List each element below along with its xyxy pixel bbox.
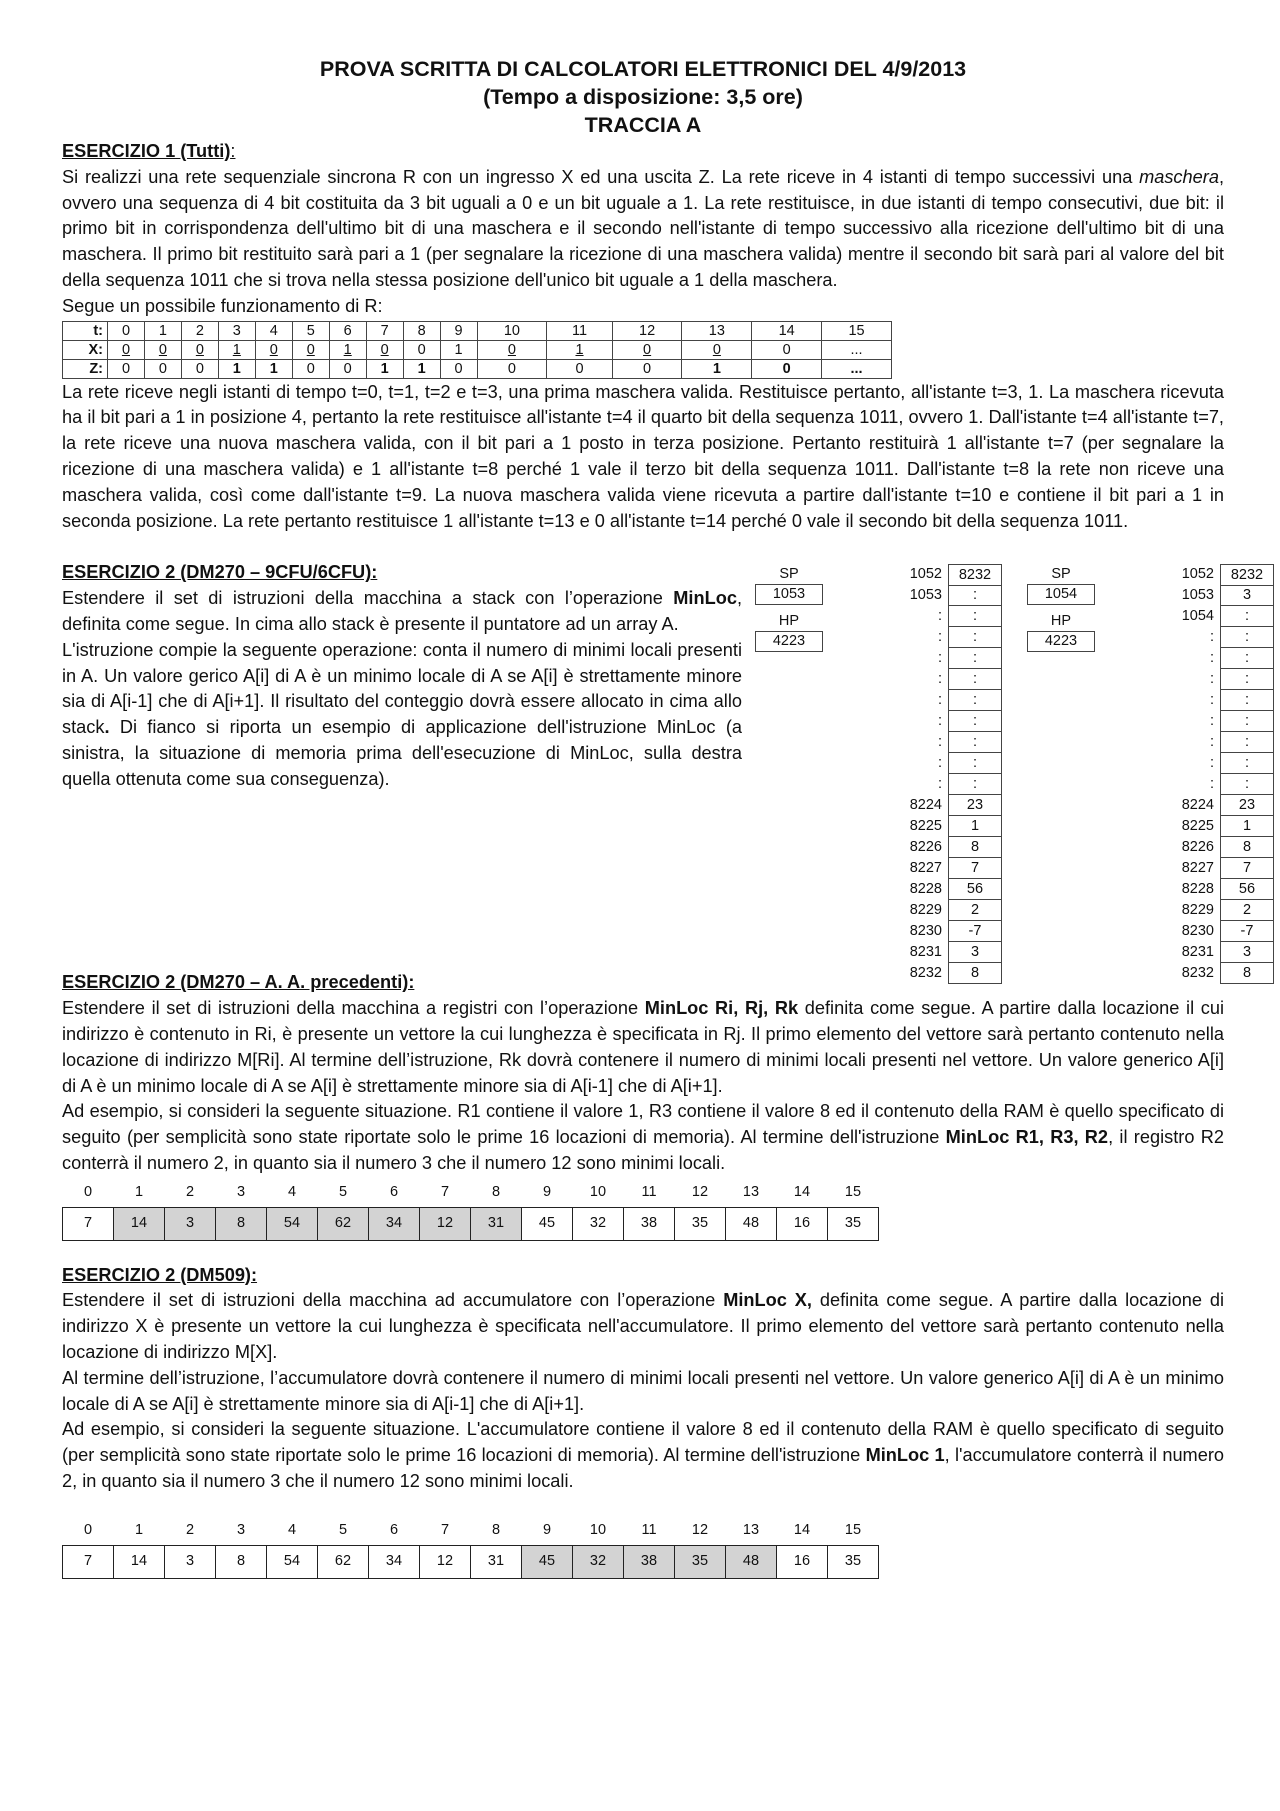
ram-cell: 3	[165, 1207, 216, 1240]
memory-cell: 8232	[1220, 564, 1274, 586]
ex1-timing-table	[62, 321, 892, 379]
memory-cell: 8232	[948, 564, 1002, 586]
memory-address: 8231	[1181, 944, 1214, 961]
ex2-accumulator-paragraph-2: Al termine dell’istruzione, l’accumulatore dovrà contenere il numero di minimi locali presenti nel vettore. Un valore generico A[i] di A è un minimo locale di A se A[i] è strettamente minore sia di A[i-1] che di A[i+1].	[62, 1367, 1224, 1414]
ram-index: 2	[185, 1521, 195, 1538]
memory-address: 8225	[1181, 818, 1214, 835]
memory-cell: :	[948, 753, 1002, 774]
ex2-accumulator-paragraph-1: Estendere il set di istruzioni della macchina ad accumulatore con l’operazione MinLoc X, definita come segue. A partire dalla locazione di indirizzo X è presente un vettore la cui lunghezza è specificata nell'accumulatore. Il primo elemento del vettore sarà pertanto contenuto nella locazione di indirizzo M[X].	[62, 1290, 1224, 1362]
timing-row-z: Z: 0 0 0 1 1 0 0 1 1 0 0 0 0 1 0 ...	[63, 359, 892, 378]
memory-cell: 3	[1220, 942, 1274, 963]
memory-address: :	[937, 713, 942, 730]
memory-address: 8231	[909, 944, 942, 961]
memory-address: :	[937, 692, 942, 709]
ex1-paragraph-2: Segue un possibile funzionamento di R:	[62, 295, 383, 316]
ex2-stack-paragraph-1: Estendere il set di istruzioni della macchina a stack con l’operazione MinLoc, definita come segue. In cima allo stack è presente il puntatore ad un array A.	[62, 588, 742, 634]
ram-index: 4	[287, 1183, 297, 1200]
memory-address: 1053	[1181, 587, 1214, 604]
ram-cell: 32	[573, 1545, 624, 1578]
ram-cell: 35	[675, 1207, 726, 1240]
memory-address: 8232	[1181, 965, 1214, 982]
ex2-stack-section	[62, 560, 1264, 982]
memory-cell: :	[948, 606, 1002, 627]
ex1-paragraph-3: La rete riceve negli istanti di tempo t=0, t=1, t=2 e t=3, una prima maschera valida. Restituisce pertanto, all'istante t=3, 1. La maschera ricevuta ha il bit pari a 1 in posizione 4, pertanto la rete restituisce all'istante t=4 il quarto bit della sequenza 1011, ovvero 1. Dall'istante t=4 all'istante t=7, la rete riceve una nuova maschera valida, con il bit pari a 1 posto in terza posizione. Pertanto restituirà 1 all'istante t=7 (per segnalare la ricezione di una maschera valida) e 1 all'istante t=8 perché 1 vale il terzo bit della sequenza 1011. Dall'istante t=8 la rete non riceve una maschera valida, così come dall'istante t=9. La nuova maschera valida viene ricevuta a partire dall'istante t=10 e contiene il bit pari a 1 in seconda posizione. La rete pertanto restituisce 1 all'istante t=13 e 0 all'istante t=14 perché 0 vale il secondo bit della sequenza 1011.	[62, 381, 1224, 531]
ram-cell: 48	[726, 1545, 777, 1578]
memory-cell: :	[1220, 627, 1274, 648]
ex2-register-heading: ESERCIZIO 2 (DM270 – A. A. precedenti):	[62, 972, 415, 993]
memory-cell: 56	[948, 879, 1002, 900]
ram-cell: 7	[63, 1545, 114, 1578]
memory-cell: 3	[1220, 585, 1274, 606]
ex1-paragraph-1: Si realizzi una rete sequenziale sincrona R con un ingresso X ed una uscita Z. La rete riceve in 4 istanti di tempo successivi una maschera, ovvero una sequenza di 4 bit costituita da 3 bit uguali a 0 e un bit uguale a 1. La rete restituisce, in due istanti di tempo consecutivi, due bit: il primo bit in corrispondenza dell'ultimo bit di una maschera e il secondo nell'istante di tempo successivo alla ricezione dell'ultimo bit di una maschera. Il primo bit restituito sarà pari a 1 (per segnalare la ricezione di una maschera valida) mentre il secondo bit sarà pari al valore del bit della sequenza 1011 che si trova nella stessa posizione dell'unico bit uguale a 1 della maschera.	[62, 166, 1224, 290]
hp-register-after: 4223	[1027, 631, 1095, 652]
memory-address: :	[1209, 692, 1214, 709]
memory-cell: 3	[948, 942, 1002, 963]
memory-address: 8224	[1181, 797, 1214, 814]
memory-cell: 1	[1220, 816, 1274, 837]
ram-cell: 38	[624, 1207, 675, 1240]
ram-cell: 45	[522, 1207, 573, 1240]
ram-index: 9	[542, 1183, 552, 1200]
ex2-accumulator-paragraph-3: Ad esempio, si consideri la seguente situazione. L'accumulatore contiene il valore 8 ed il contenuto della RAM è quello specificato di seguito (per semplicità sono state riportate solo le prime 16 locazioni di memoria). Al termine dell'istruzione MinLoc 1, l'accumulatore conterrà il numero 2, in quanto sia il numero 3 che il numero 12 sono minimi locali.	[62, 1419, 1224, 1491]
memory-cell: 7	[1220, 858, 1274, 879]
ram-index: 12	[691, 1183, 709, 1200]
ram-cell: 62	[318, 1545, 369, 1578]
ram-index: 7	[440, 1183, 450, 1200]
ram-cell: 7	[63, 1207, 114, 1240]
memory-cell: 8	[1220, 837, 1274, 858]
memory-cell: -7	[948, 921, 1002, 942]
ram-index: 14	[793, 1183, 811, 1200]
memory-cell: 8	[948, 837, 1002, 858]
memory-address: :	[1209, 629, 1214, 646]
memory-address: 8227	[909, 860, 942, 877]
ram-index: 3	[236, 1521, 246, 1538]
ram-index: 11	[641, 1521, 657, 1538]
memory-address: :	[937, 671, 942, 688]
ram-index: 10	[589, 1521, 607, 1538]
memory-cell: -7	[1220, 921, 1274, 942]
memory-cell: 2	[948, 900, 1002, 921]
timing-row-t: t: 0 1 2 3 4 5 6 7 8 9 10 11 12 13 14 15	[63, 321, 892, 340]
ram-cell: 34	[369, 1207, 420, 1240]
ram-table-register	[62, 1179, 879, 1241]
memory-cell: :	[1220, 732, 1274, 753]
ram-cell: 34	[369, 1545, 420, 1578]
memory-address: 1052	[1181, 566, 1214, 583]
ram-index: 12	[691, 1521, 709, 1538]
memory-address: :	[1209, 776, 1214, 793]
memory-cell: :	[948, 669, 1002, 690]
exam-title: PROVA SCRITTA DI CALCOLATORI ELETTRONICI DEL 4/9/2013	[319, 57, 967, 81]
ram-cell: 31	[471, 1545, 522, 1578]
ram-value-row	[63, 1545, 879, 1578]
memory-address: :	[1209, 734, 1214, 751]
ram-index: 8	[491, 1521, 501, 1538]
memory-address: :	[937, 734, 942, 751]
ram-index: 11	[641, 1183, 657, 1200]
memory-address: 8229	[909, 902, 942, 919]
ex2-accumulator-heading: ESERCIZIO 2 (DM509):	[62, 1264, 258, 1285]
exam-page	[62, 55, 1264, 1579]
memory-address: 8225	[909, 818, 942, 835]
memory-cell: :	[1220, 648, 1274, 669]
ram-cell: 12	[420, 1545, 471, 1578]
memory-address: 1054	[1181, 608, 1214, 625]
sp-register-after: 1054	[1027, 584, 1095, 605]
ram-index: 9	[542, 1521, 552, 1538]
memory-cell: :	[1220, 774, 1274, 795]
memory-cell: :	[948, 732, 1002, 753]
ram-index: 2	[185, 1183, 195, 1200]
ram-index: 6	[389, 1521, 399, 1538]
memory-address: :	[937, 755, 942, 772]
memory-address: :	[937, 608, 942, 625]
ex2-register-paragraph-1: Estendere il set di istruzioni della macchina a registri con l’operazione MinLoc Ri, Rj, Rk definita come segue. A partire dalla locazione il cui indirizzo è contenuto in Ri, è presente un vettore la cui lunghezza è specificata in Rj. Il primo elemento del vettore sarà pertanto contenuto nella locazione di indirizzo M[Ri]. Al termine dell’istruzione, Rk dovrà contenere il numero di minimi locali presenti nel vettore. Un valore generico A[i] di A è un minimo locale di A se A[i] è strettamente minore sia di A[i-1] che di A[i+1].	[62, 998, 1225, 1096]
memory-cell: 7	[948, 858, 1002, 879]
ram-index: 0	[83, 1521, 93, 1538]
ex2-stack-heading: ESERCIZIO 2 (DM270 – 9CFU/6CFU):	[62, 562, 378, 583]
memory-address: 8228	[909, 881, 942, 898]
ram-cell: 12	[420, 1207, 471, 1240]
memory-address: :	[1209, 713, 1214, 730]
memory-cell: :	[1220, 753, 1274, 774]
ram-cell: 14	[114, 1545, 165, 1578]
memory-cell: 1	[948, 816, 1002, 837]
memory-cell: :	[1220, 711, 1274, 732]
exam-track: TRACCIA A	[584, 113, 702, 137]
ram-index: 6	[389, 1183, 399, 1200]
ram-index: 0	[83, 1183, 93, 1200]
ram-index: 7	[440, 1521, 450, 1538]
ram-index: 10	[589, 1183, 607, 1200]
ram-index: 1	[134, 1183, 144, 1200]
memory-cell: :	[948, 648, 1002, 669]
ram-index: 5	[338, 1521, 348, 1538]
ram-table-accumulator	[62, 1517, 879, 1579]
memory-address: 8228	[1181, 881, 1214, 898]
memory-address: 8226	[909, 839, 942, 856]
hp-register-before: 4223	[755, 631, 823, 652]
after-registers: SP 1054 HP 4223	[1027, 564, 1095, 652]
ram-cell: 62	[318, 1207, 369, 1240]
ram-index: 5	[338, 1183, 348, 1200]
ram-index: 4	[287, 1521, 297, 1538]
memory-address: 1052	[909, 566, 942, 583]
ram-cell: 35	[675, 1545, 726, 1578]
memory-cell: 23	[948, 795, 1002, 816]
memory-address: :	[937, 776, 942, 793]
memory-cell: :	[948, 711, 1002, 732]
ram-cell: 8	[216, 1207, 267, 1240]
exam-duration: (Tempo a disposizione: 3,5 ore)	[483, 85, 803, 109]
ram-index: 15	[844, 1521, 862, 1538]
ex2-stack-paragraph-2: L'istruzione compie la seguente operazione: conta il numero di minimi locali presenti in A. Un valore gerico A[i] di A è un minimo locale di A se A[i] è strettamente minore sia di A[i-1] che di A[i+1]. Il risultato del conteggio dovrà essere allocato in cima allo stack. Di fianco si riporta un esempio di applicazione dell'istruzione MinLoc (a sinistra, la situazione di memoria prima dell'esecuzione di MinLoc, sulla destra quella ottenuta come sua conseguenza).	[62, 639, 742, 789]
memory-address: 8232	[909, 965, 942, 982]
ram-cell: 35	[828, 1207, 879, 1240]
memory-cell: 8	[948, 963, 1002, 984]
memory-cell: 23	[1220, 795, 1274, 816]
memory-cell: :	[948, 774, 1002, 795]
memory-cell: :	[1220, 690, 1274, 711]
ram-index: 15	[844, 1183, 862, 1200]
ram-index: 1	[134, 1521, 144, 1538]
memory-address: 8224	[909, 797, 942, 814]
ram-index-row	[63, 1179, 879, 1207]
memory-cell: 56	[1220, 879, 1274, 900]
ram-value-row	[63, 1207, 879, 1240]
before-registers: SP 1053 HP 4223	[755, 564, 823, 652]
ex2-register-paragraph-2: Ad esempio, si consideri la seguente situazione. R1 contiene il valore 1, R3 contiene il valore 8 ed il contenuto della RAM è quello specificato di seguito (per semplicità sono state riportate solo le prime 16 locazioni di memoria). Al termine dell'istruzione MinLoc R1, R3, R2, il registro R2 conterrà il numero 2, in quanto sia il numero 3 che il numero 12 sono minimi locali.	[62, 1101, 1224, 1173]
timing-row-x: X: 0 0 0 1 0 0 1 0 0 1 0 1 0 0 0 ...	[63, 340, 892, 359]
ram-cell: 48	[726, 1207, 777, 1240]
ram-cell: 8	[216, 1545, 267, 1578]
ram-cell: 14	[114, 1207, 165, 1240]
ex1-heading: ESERCIZIO 1 (Tutti):	[62, 141, 236, 161]
memory-cell: 2	[1220, 900, 1274, 921]
memory-cell: :	[1220, 669, 1274, 690]
memory-address: :	[1209, 755, 1214, 772]
ram-cell: 31	[471, 1207, 522, 1240]
ram-cell: 16	[777, 1207, 828, 1240]
memory-address: 8227	[1181, 860, 1214, 877]
ram-cell: 45	[522, 1545, 573, 1578]
sp-register-before: 1053	[755, 584, 823, 605]
memory-address: :	[937, 650, 942, 667]
memory-address: 8230	[909, 923, 942, 940]
ram-cell: 35	[828, 1545, 879, 1578]
memory-address: :	[937, 629, 942, 646]
memory-address: 8226	[1181, 839, 1214, 856]
ex2-stack-text	[62, 560, 742, 792]
ram-cell: 38	[624, 1545, 675, 1578]
memory-address: 8229	[1181, 902, 1214, 919]
memory-cell: 8	[1220, 963, 1274, 984]
memory-cell: :	[948, 585, 1002, 606]
ram-index: 8	[491, 1183, 501, 1200]
memory-cell: :	[948, 627, 1002, 648]
ram-cell: 32	[573, 1207, 624, 1240]
memory-address: 1053	[909, 587, 942, 604]
ram-cell: 54	[267, 1207, 318, 1240]
ram-cell: 16	[777, 1545, 828, 1578]
ram-cell: 54	[267, 1545, 318, 1578]
memory-cell: :	[1220, 606, 1274, 627]
ram-index-row	[63, 1517, 879, 1545]
memory-address: :	[1209, 671, 1214, 688]
ram-cell: 3	[165, 1545, 216, 1578]
ram-index: 13	[742, 1521, 760, 1538]
ram-index: 14	[793, 1521, 811, 1538]
memory-address: 8230	[1181, 923, 1214, 940]
ram-index: 3	[236, 1183, 246, 1200]
ram-index: 13	[742, 1183, 760, 1200]
memory-cell: :	[948, 690, 1002, 711]
memory-address: :	[1209, 650, 1214, 667]
